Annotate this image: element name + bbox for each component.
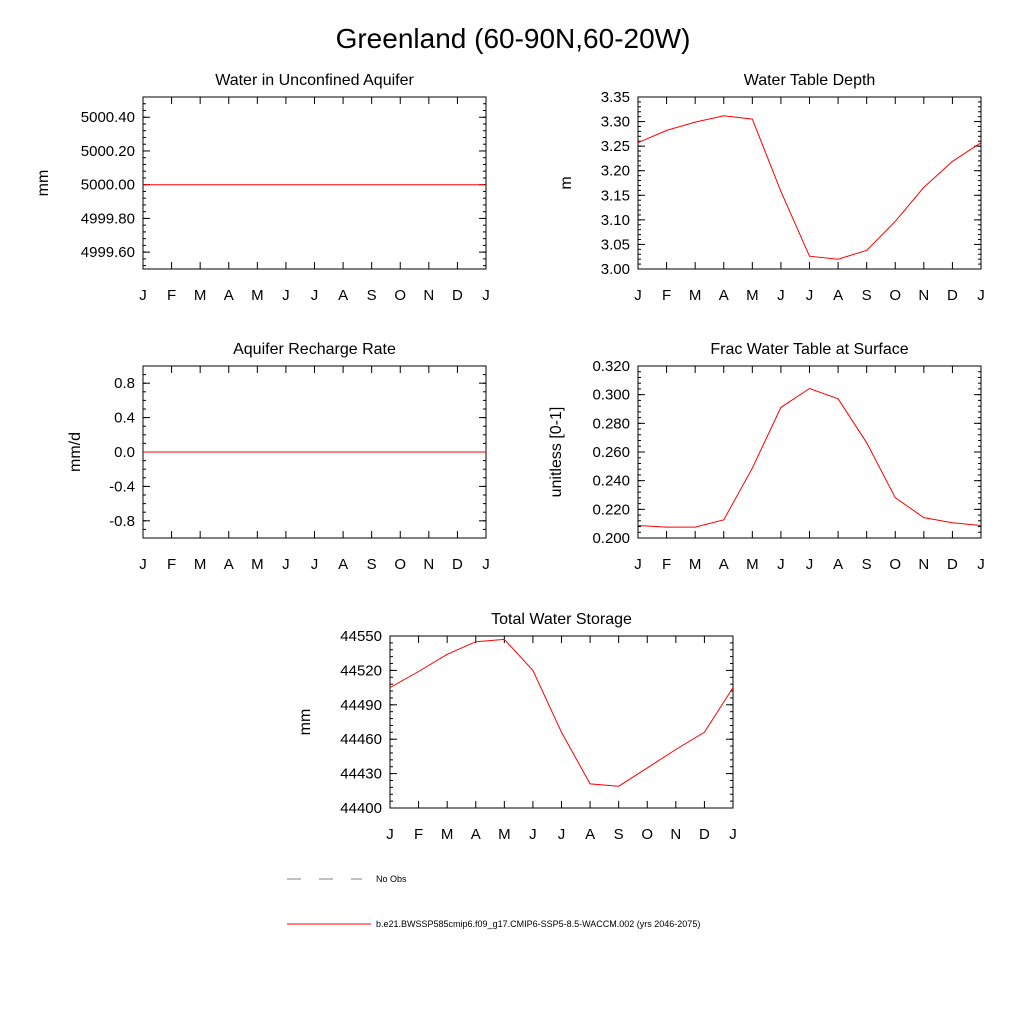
x-tick-label: F <box>166 287 177 304</box>
x-tick-label: J <box>310 287 319 304</box>
y-tick-label: 0.8 <box>114 375 135 393</box>
x-tick-label: J <box>482 287 490 304</box>
x-tick-label: A <box>718 556 729 573</box>
y-tick-label: 3.25 <box>600 138 630 156</box>
x-tick-label: J <box>634 287 642 304</box>
x-tick-label: J <box>805 287 814 304</box>
y-tick-label: 0.200 <box>592 530 630 547</box>
x-tick-label: S <box>861 556 872 573</box>
x-tick-label: J <box>529 826 537 843</box>
x-tick-label: A <box>223 556 234 573</box>
y-tick-label: 5000.40 <box>80 109 135 127</box>
x-tick-label: M <box>746 287 759 304</box>
legend <box>287 874 700 929</box>
x-tick-label: J <box>777 287 785 304</box>
x-tick-label: M <box>193 287 207 304</box>
y-axis-label: mm <box>35 169 52 197</box>
x-tick-label: J <box>282 287 290 304</box>
x-tick-label: J <box>139 556 147 573</box>
x-tick-label: S <box>366 287 377 304</box>
x-tick-label: N <box>423 287 435 304</box>
y-tick-label: 3.30 <box>600 113 630 131</box>
x-tick-label: O <box>394 556 407 573</box>
x-tick-label: M <box>251 287 264 304</box>
y-tick-label: 3.15 <box>600 187 630 205</box>
x-tick-label: J <box>729 826 737 843</box>
x-tick-label: D <box>946 287 958 304</box>
legend-model-label: b.e21.BWSSP585cmip6.f09_g17.CMIP6-SSP5-8.5-WACCM.002 (yrs 2046-2075) <box>376 919 701 929</box>
panel-recharge <box>67 341 490 573</box>
x-tick-label: D <box>946 556 958 573</box>
y-tick-label: 0.260 <box>592 444 630 461</box>
x-tick-label: M <box>746 556 759 573</box>
x-tick-label: D <box>451 556 463 573</box>
x-tick-label: M <box>498 826 511 843</box>
series-line <box>390 639 733 786</box>
y-tick-label: 44490 <box>340 696 382 714</box>
x-tick-label: J <box>310 556 319 573</box>
panel-title: Frac Water Table at Surface <box>710 341 909 358</box>
x-tick-label: F <box>661 556 672 573</box>
x-tick-label: D <box>451 287 463 304</box>
x-tick-label: S <box>613 826 624 843</box>
plot-frame <box>638 97 981 269</box>
legend-obs-label: No Obs <box>376 874 407 884</box>
x-tick-label: O <box>889 556 902 573</box>
y-tick-label: -0.4 <box>109 478 135 496</box>
y-tick-label: 44400 <box>340 800 382 817</box>
x-tick-label: A <box>718 287 729 304</box>
y-tick-label: 4999.60 <box>80 244 135 262</box>
x-tick-label: J <box>557 826 566 843</box>
y-tick-label: 3.10 <box>600 211 630 229</box>
panel-title: Aquifer Recharge Rate <box>233 341 396 358</box>
panel-wtd <box>558 72 985 304</box>
y-tick-label: 44550 <box>340 628 382 645</box>
x-tick-label: M <box>688 287 702 304</box>
x-tick-label: J <box>139 287 147 304</box>
x-tick-label: D <box>698 826 710 843</box>
x-tick-label: J <box>386 826 394 843</box>
x-tick-label: J <box>282 556 290 573</box>
panel-title: Water Table Depth <box>743 72 876 89</box>
x-tick-label: M <box>688 556 702 573</box>
y-axis-label: mm <box>297 708 314 736</box>
y-tick-label: 3.20 <box>600 162 630 180</box>
panel-title: Total Water Storage <box>491 611 632 628</box>
x-tick-label: M <box>440 826 454 843</box>
x-tick-label: O <box>394 287 407 304</box>
series-line <box>638 389 981 528</box>
y-tick-label: 3.05 <box>600 236 630 254</box>
y-tick-label: 5000.00 <box>80 176 135 194</box>
y-tick-label: 0.280 <box>592 415 630 433</box>
x-tick-label: N <box>918 556 930 573</box>
y-tick-label: 0.300 <box>592 386 630 404</box>
y-axis-label: m <box>558 176 575 190</box>
y-axis-label: mm/d <box>67 432 84 472</box>
x-tick-label: O <box>889 287 902 304</box>
plot-frame <box>390 636 733 808</box>
y-tick-label: 5000.20 <box>80 142 135 160</box>
x-tick-label: O <box>641 826 654 843</box>
y-tick-label: -0.8 <box>109 512 135 530</box>
x-tick-label: J <box>482 556 490 573</box>
x-tick-label: M <box>193 556 207 573</box>
x-tick-label: A <box>470 826 481 843</box>
y-tick-label: 4999.80 <box>80 210 135 228</box>
x-tick-label: J <box>805 556 814 573</box>
x-tick-label: A <box>338 556 349 573</box>
plot-frame <box>143 97 486 269</box>
x-tick-label: J <box>977 556 985 573</box>
panel-title: Water in Unconfined Aquifer <box>215 72 414 89</box>
x-tick-label: S <box>861 287 872 304</box>
panels <box>35 72 985 843</box>
y-tick-label: 44520 <box>340 662 382 680</box>
panel-fwt <box>548 341 985 573</box>
x-tick-label: N <box>918 287 930 304</box>
series-line <box>638 116 981 260</box>
x-tick-label: J <box>777 556 785 573</box>
y-tick-label: 44460 <box>340 731 382 749</box>
x-tick-label: N <box>670 826 682 843</box>
x-tick-label: A <box>223 287 234 304</box>
y-tick-label: 0.220 <box>592 501 630 519</box>
y-tick-label: 44430 <box>340 765 382 783</box>
plot-frame <box>638 366 981 538</box>
y-tick-label: 0.240 <box>592 472 630 490</box>
y-tick-label: 0.4 <box>114 409 135 427</box>
panel-unconfined <box>35 72 490 304</box>
x-tick-label: A <box>833 287 844 304</box>
x-tick-label: S <box>366 556 377 573</box>
x-tick-label: A <box>833 556 844 573</box>
x-tick-label: J <box>977 287 985 304</box>
figure-title: Greenland (60-90N,60-20W) <box>335 23 691 54</box>
x-tick-label: A <box>338 287 349 304</box>
x-tick-label: F <box>166 556 177 573</box>
y-tick-label: 0.320 <box>592 358 630 375</box>
y-tick-label: 3.35 <box>600 89 630 106</box>
x-tick-label: M <box>251 556 264 573</box>
y-axis-label: unitless [0-1] <box>548 406 565 498</box>
y-tick-label: 3.00 <box>600 261 630 278</box>
x-tick-label: A <box>585 826 596 843</box>
y-tick-label: 0.0 <box>114 444 135 461</box>
x-tick-label: F <box>661 287 672 304</box>
x-tick-label: J <box>634 556 642 573</box>
panel-tws <box>297 611 737 843</box>
x-tick-label: F <box>413 826 424 843</box>
x-tick-label: N <box>423 556 435 573</box>
